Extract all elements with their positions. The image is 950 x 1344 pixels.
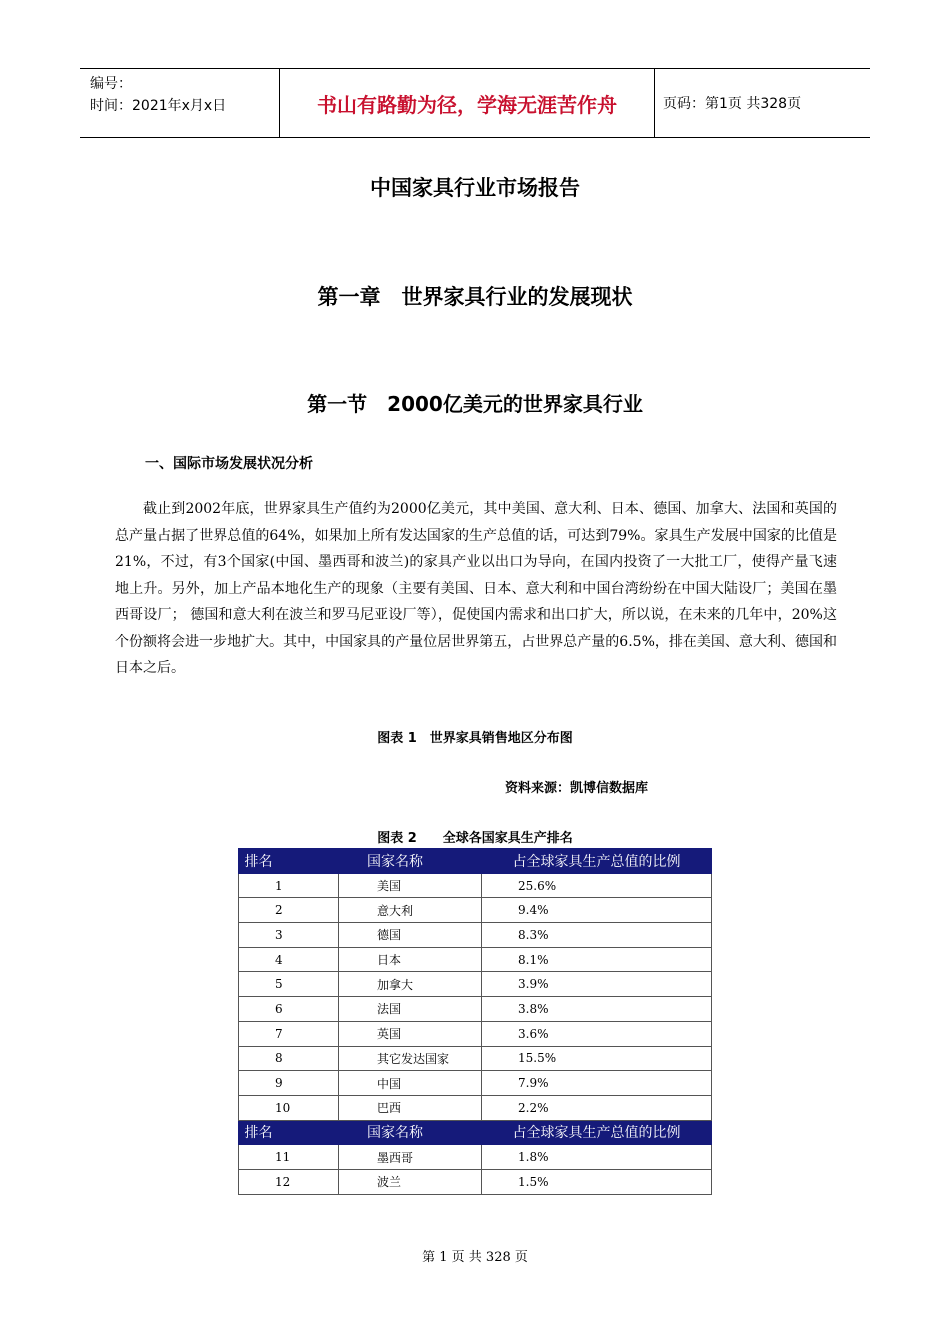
country-cell: 法国	[339, 997, 482, 1022]
table-row	[239, 923, 712, 948]
rank-cell: 5	[239, 972, 339, 997]
share-cell: 7.9%	[482, 1071, 712, 1096]
header-motto: 书山有路勤为径，学海无涯苦作舟	[280, 69, 655, 137]
country-cell: 加拿大	[339, 972, 482, 997]
table-row	[239, 898, 712, 923]
table-row	[239, 997, 712, 1022]
table-row	[239, 1046, 712, 1071]
country-cell: 美国	[339, 873, 482, 898]
share-cell: 3.6%	[482, 1021, 712, 1046]
report-title: 中国家具行业市场报告	[370, 176, 580, 200]
share-cell: 2.2%	[482, 1095, 712, 1120]
ranking-table	[238, 848, 712, 1195]
table-header-row	[239, 849, 712, 874]
table-header-row	[239, 1120, 712, 1145]
doc-date: 时间：2021年x月x日	[90, 98, 227, 114]
figure2-caption: 图表 2 全球各国家具生产排名	[377, 831, 573, 846]
rank-cell: 12	[239, 1169, 339, 1194]
share-cell: 3.8%	[482, 997, 712, 1022]
table-header-cell: 排名	[239, 1120, 339, 1145]
rank-cell: 7	[239, 1021, 339, 1046]
country-cell: 其它发达国家	[339, 1046, 482, 1071]
figure1-source: 资料来源：凯博信数据库	[505, 781, 649, 796]
country-cell: 墨西哥	[339, 1145, 482, 1170]
table-header-cell: 国家名称	[339, 1120, 482, 1145]
header-meta	[80, 69, 280, 137]
table-row	[239, 1071, 712, 1096]
rank-cell: 6	[239, 997, 339, 1022]
rank-cell: 1	[239, 873, 339, 898]
subsection-heading: 一、国际市场发展状况分析	[145, 456, 313, 472]
share-cell: 1.8%	[482, 1145, 712, 1170]
table-header-cell: 占全球家具生产总值的比例	[482, 1120, 712, 1145]
country-cell: 中国	[339, 1071, 482, 1096]
table-header-cell: 国家名称	[339, 849, 482, 874]
share-cell: 1.5%	[482, 1169, 712, 1194]
rank-cell: 9	[239, 1071, 339, 1096]
rank-cell: 10	[239, 1095, 339, 1120]
chapter-title: 第一章 世界家具行业的发展现状	[317, 285, 633, 309]
share-cell: 8.1%	[482, 947, 712, 972]
table-row	[239, 972, 712, 997]
table-row	[239, 873, 712, 898]
header-page-info: 页码：第1页 共328页	[663, 96, 802, 112]
share-cell: 9.4%	[482, 898, 712, 923]
country-cell: 德国	[339, 923, 482, 948]
country-cell: 巴西	[339, 1095, 482, 1120]
country-cell: 日本	[339, 947, 482, 972]
table-row	[239, 1169, 712, 1194]
page-header	[80, 68, 870, 138]
share-cell: 25.6%	[482, 873, 712, 898]
table-row	[239, 947, 712, 972]
table-row	[239, 1145, 712, 1170]
table-row	[239, 1095, 712, 1120]
rank-cell: 8	[239, 1046, 339, 1071]
rank-cell: 2	[239, 898, 339, 923]
share-cell: 15.5%	[482, 1046, 712, 1071]
body-paragraph: 截止到2002年底，世界家具生产值约为2000亿美元，其中美国、意大利、日本、德国、加拿大、法国和英国的总产量占据了世界总值的64%，如果加上所有发达国家的生产总值的话，可达到79%。家具生产发展中国家的比值是21%，不过，有3个国家(中国、墨西哥和波兰)的家具产业以出口为导向，在国内投资了一大批工厂，使得产量飞速地上升。另外，加上产品本地化生产的现象（主要有美国、日本、意大利和中国台湾纷纷在中国大陆设厂；美国在墨西哥设厂； 德国和意大利在波兰和罗马尼亚设厂等），促使国内需求和出口扩大，所以说，在未来的几年中，20%这个份额将会进一步地扩大。其中，中国家具的产量位居世界第五，占世界总产量的6.5%，排在美国、意大利、德国和日本之后。	[115, 501, 837, 676]
share-cell: 3.9%	[482, 972, 712, 997]
rank-cell: 3	[239, 923, 339, 948]
country-cell: 英国	[339, 1021, 482, 1046]
doc-number-label: 编号：	[90, 76, 132, 92]
country-cell: 波兰	[339, 1169, 482, 1194]
page-footer: 第 1 页 共 328 页	[422, 1250, 528, 1265]
table-row	[239, 1021, 712, 1046]
table-header-cell: 排名	[239, 849, 339, 874]
rank-cell: 11	[239, 1145, 339, 1170]
section-title: 第一节 2000亿美元的世界家具行业	[307, 392, 643, 416]
country-cell: 意大利	[339, 898, 482, 923]
share-cell: 8.3%	[482, 923, 712, 948]
table-header-cell: 占全球家具生产总值的比例	[482, 849, 712, 874]
rank-cell: 4	[239, 947, 339, 972]
figure1-caption: 图表 1 世界家具销售地区分布图	[377, 731, 573, 746]
